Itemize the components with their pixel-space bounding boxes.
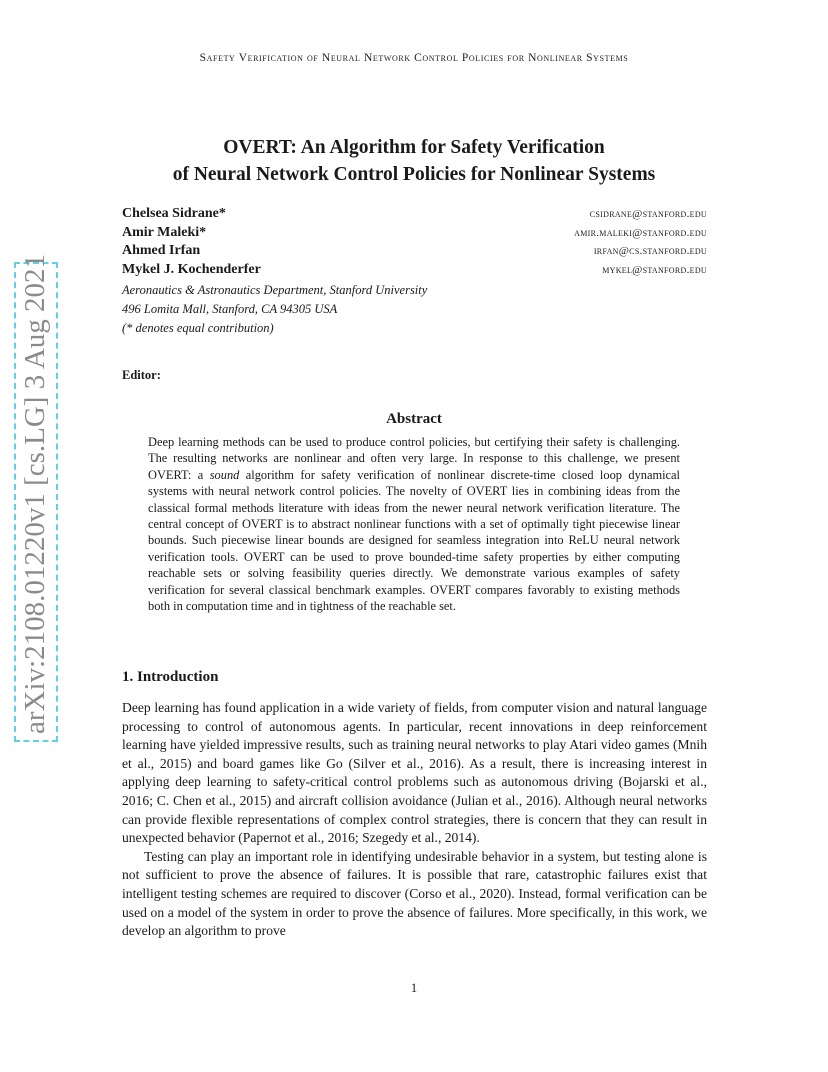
author-email[interactable]: csidrane@stanford.edu bbox=[589, 208, 707, 220]
author-name: Amir Maleki* bbox=[122, 224, 207, 240]
abstract-text-part-1: Deep learning methods can be used to produce control policies, but certifying their safety is challenging. The resulting networks are nonlinear and often very large. In response to this challenge, we present OVERT: a bbox=[148, 435, 680, 482]
intro-paragraph-1: Deep learning has found application in a wide variety of fields, from computer vision and natural language processing to control of autonomous agents. In particular, recent innovations in deep reinforcement learning have yielded impressive results, such as training neural networks to play Atari video games (Mnih et al., 2015) and board games like Go (Silver et al., 2016). As a result, there is increasing interest in applying deep learning to safety-critical control problems such as autonomous driving (Bojarski et al., 2016; C. Chen et al., 2015) and aircraft collision avoidance (Julian et al., 2016). Although neural networks can provide flexible representations of complex control strategies, there is concern that they can result in unexpected behavior (Papernot et al., 2016; Szegedy et al., 2014). bbox=[122, 700, 707, 846]
introduction-body bbox=[122, 699, 707, 941]
section-heading-introduction: 1. Introduction bbox=[122, 669, 219, 685]
abstract-text bbox=[148, 434, 680, 614]
running-head: Safety Verification of Neural Network Control Policies for Nonlinear Systems bbox=[199, 52, 629, 64]
author-name: Mykel J. Kochenderfer bbox=[122, 261, 261, 277]
author-row bbox=[122, 206, 707, 225]
affiliation-department: Aeronautics & Astronautics Department, Stanford University bbox=[122, 283, 428, 297]
author-name: Ahmed Irfan bbox=[122, 243, 201, 258]
equal-contribution-note: (* denotes equal contribution) bbox=[122, 321, 274, 335]
intro-paragraph-2: Testing can play an important role in identifying undesirable behavior in a system, but testing alone is not sufficient to prove the absence of failures. It is possible that rare, catastrophic failures exist that intelligent testing schemes are required to discover (Corso et al., 2020). Instead, formal verification can be used on a model of the system in order to prove the absence of failures. More specifically, in this work, we develop an algorithm to prove bbox=[122, 848, 707, 939]
arxiv-stamp: arXiv:2108.01220v1 [cs.LG] 3 Aug 2021 bbox=[14, 262, 58, 742]
affiliation-block bbox=[122, 281, 707, 338]
author-email[interactable]: mykel@stanford.edu bbox=[602, 263, 707, 276]
affiliation-address: 496 Lomita Mall, Stanford, CA 94305 USA bbox=[122, 302, 338, 316]
title-line-2: of Neural Network Control Policies for Nonlinear Systems bbox=[172, 164, 656, 185]
paper-title bbox=[0, 134, 828, 188]
editor-label: Editor: bbox=[122, 368, 161, 382]
arxiv-stamp-container bbox=[14, 253, 58, 742]
author-row bbox=[122, 243, 707, 262]
abstract-emphasis-sound: sound bbox=[209, 467, 240, 482]
title-line-1: OVERT: An Algorithm for Safety Verification bbox=[223, 137, 605, 158]
page-number: 1 bbox=[410, 981, 418, 995]
abstract-heading: Abstract bbox=[386, 411, 442, 427]
author-name: Chelsea Sidrane* bbox=[122, 206, 226, 221]
abstract-text-part-2: algorithm for safety verification of nonlinear discrete-time closed loop dynamical systems with neural network control policies. The novelty of OVERT lies in combining ideas from the classical formal methods literature with ideas from the newer neural network verification literature. The central concept of OVERT is to abstract nonlinear functions with a set of optimally tight piecewise linear bounds. Such piecewise linear bounds are designed for seamless integration into ReLU neural network verification tools. OVERT can be used to prove bounded-time safety properties by either computing reachable sets or solving feasibility queries directly. We demonstrate various examples of safety verification for several classical benchmark examples. OVERT compares favorably to existing methods both in computation time and in tightness of the reachable set. bbox=[148, 467, 680, 614]
author-email[interactable]: irfan@cs.stanford.edu bbox=[593, 245, 707, 257]
author-row bbox=[122, 225, 707, 244]
author-block bbox=[122, 206, 707, 338]
author-row bbox=[122, 262, 707, 281]
author-email[interactable]: amir.maleki@stanford.edu bbox=[574, 226, 707, 239]
